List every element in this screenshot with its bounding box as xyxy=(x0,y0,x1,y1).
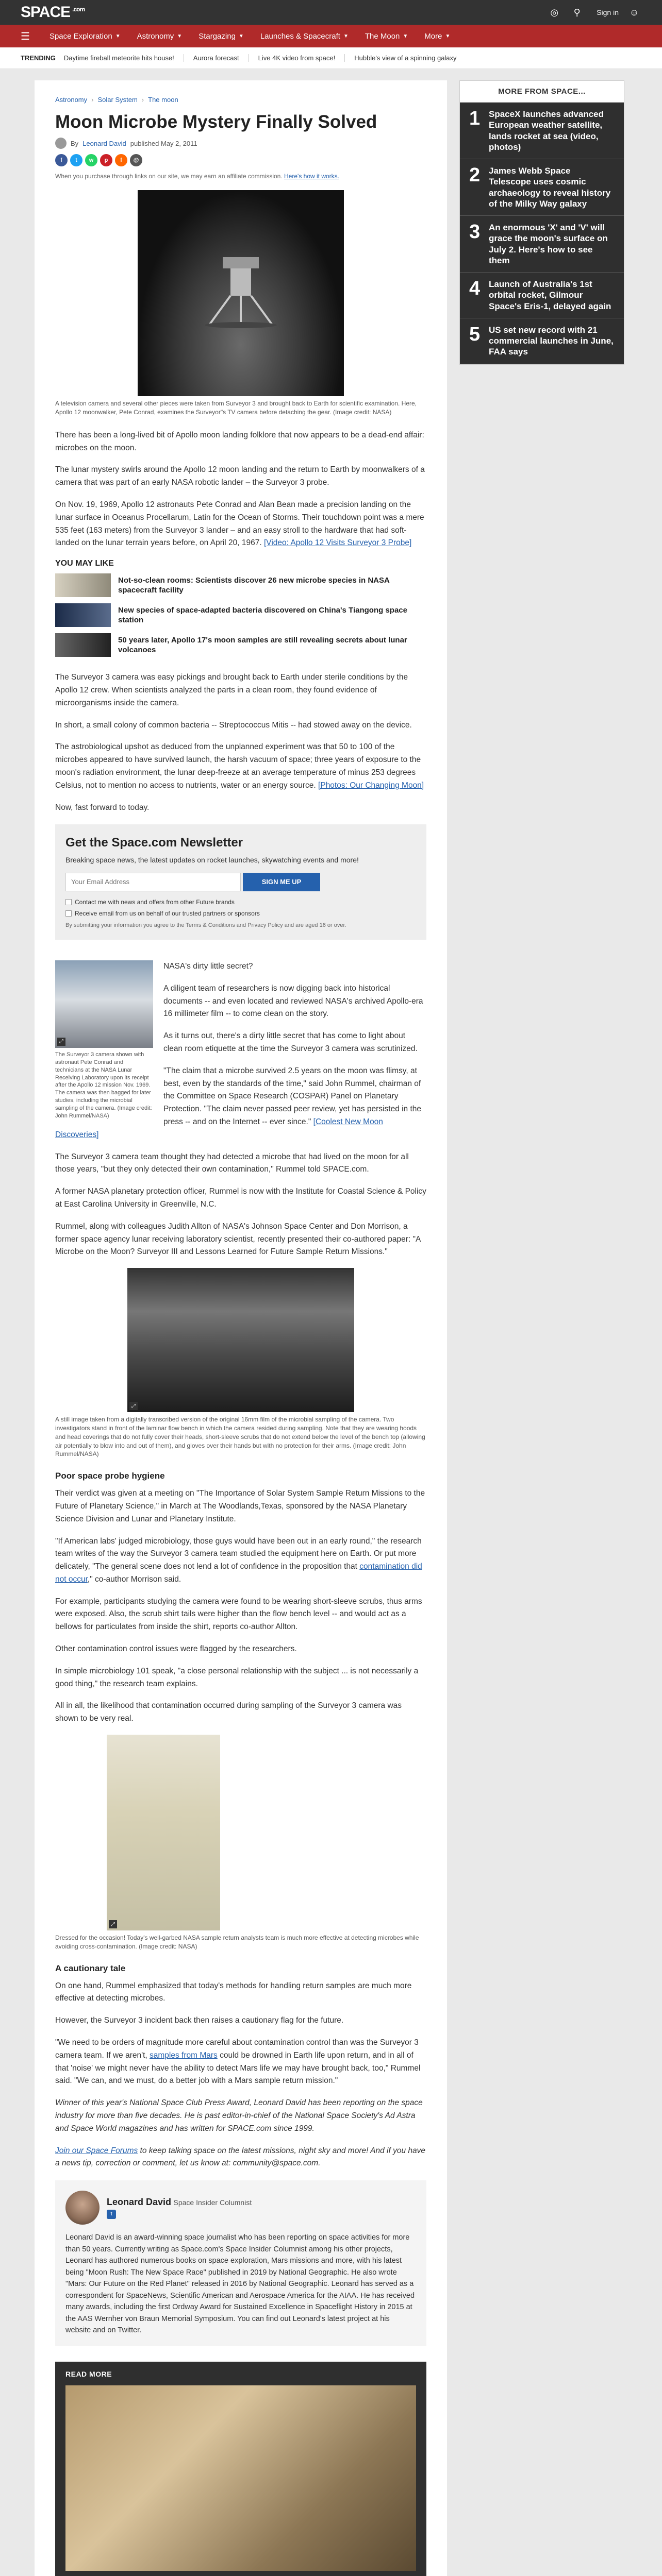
newsletter-fine-print: By submitting your information you agree to the Terms & Conditions and Privacy Policy and are aged 16 or over. xyxy=(65,922,346,928)
read-more-image[interactable] xyxy=(65,2385,416,2571)
main-nav xyxy=(0,25,662,47)
paragraph: NASA's dirty little secret? xyxy=(163,961,253,971)
moon-discoveries-link[interactable]: [Coolest New Moon Discoveries] xyxy=(55,1117,383,1139)
paragraph: In simple microbiology 101 speak, "a close personal relationship with the subject ... is not necessarily a good thing," the research team explains. xyxy=(55,1666,419,1688)
author-bio: Leonard David is an award-winning space journalist who has been reporting on space activities for more than 50 years. Currently writing as Space.com's Space Insider Columnist among his other projects, Leonard has authored numerous books on space exploration, Mars missions and more, with his latest being "Moon Rush: The New Space Race" published in 2019 by National Geographic. He also wrote "Mars: Our Future on the Red Planet" released in 2016 by National Geographic. Leonard has served as a correspondent for SpaceNews, Scientific American and Aerospace America for the AIAA. He has received many awards, including the first Ordway Award for Sustained Excellence in Spaceflight History in 2015 at the AAS Wernher von Braun Memorial Symposium. You can find out Leonard's latest project at his website and on Twitter. xyxy=(65,2233,415,2334)
paragraph: Winner of this year's National Space Club Press Award, Leonard David has been reporting on the space industry for more than five decades. He is past editor-in-chief of the National Space Society's Ad Astra and Space World magazines and has written for SPACE.com since 1999. xyxy=(55,2098,423,2133)
email-field[interactable] xyxy=(65,873,241,891)
trending-bar xyxy=(0,47,662,69)
related-item[interactable]: Not-so-clean rooms: Scientists discover 26 new microbe species in NASA spacecraft facility xyxy=(55,573,426,597)
author-role: Space Insider Columnist xyxy=(173,2198,252,2207)
related-item[interactable]: New species of space-adapted bacteria discovered on China's Tiangong space station xyxy=(55,603,426,627)
paragraph: As it turns out, there's a dirty little secret that has come to light about clean room etiquette at the time the Surveyor 3 camera was scrutinized. xyxy=(163,1031,418,1053)
paragraph: A diligent team of researchers is now digging back into historical documents -- and even located and reviewed NASA's archived Apollo-era 16 millimeter film -- to come clean on the story. xyxy=(163,984,423,1019)
breadcrumb-astronomy[interactable]: Astronomy xyxy=(55,96,88,104)
newsletter-check-partners[interactable]: Receive email from us on behalf of our trusted partners or sponsors xyxy=(65,910,416,917)
figure-caption: A still image taken from a digitally transcribed version of the original 16mm film of the microbial sampling of the camera. Two investigators stand in front of the laminar flow bench in which the camera resided during sampling. Note that they are wearing hoods and head coverings that do not fully cover their heads, short-sleeve scrubs that do not extend below the level of the bench top (allowing air potentially to blow into and out of them), and gloves over their hands but with no protection for their arms. (Image credit: John Rummel/NASA) xyxy=(55,1416,425,1458)
contamination-link[interactable]: contamination did not occur xyxy=(55,1562,422,1584)
related-thumbnail xyxy=(55,573,111,597)
top-bar xyxy=(0,0,662,25)
related-thumbnail xyxy=(55,603,111,627)
related-item[interactable]: 50 years later, Apollo 17's moon samples are still revealing secrets about lunar volcanoes xyxy=(55,633,426,657)
video-link[interactable]: [Video: Apollo 12 Visits Surveyor 3 Probe] xyxy=(264,538,412,548)
sidebar xyxy=(459,80,624,2576)
paragraph: Their verdict was given at a meeting on "The Importance of Solar System Sample Return Missions to the Future of Planetary Science," in March at The Woodlands,Texas, sponsored by the NASA Planetary Science Division and Lunar and Planetary Institute. xyxy=(55,1489,425,1523)
you-may-like-section xyxy=(55,559,426,657)
paragraph: The lunar mystery swirls around the Apollo 12 moon landing and the return to Earth by moonwalkers of a camera that was part of an early NASA robotic lander – the Surveyor 3 probe. xyxy=(55,465,425,487)
twitter-icon[interactable]: t xyxy=(70,154,82,166)
nav-item-launches[interactable]: Launches & Spacecraft ▼ xyxy=(260,31,349,41)
author-name[interactable]: Leonard David xyxy=(107,2196,172,2207)
paragraph: On Nov. 19, 1969, Apollo 12 astronauts Pete Conrad and Alan Bean made a precision landing on the lunar surface in Oceanus Procellarum, Latin for the Ocean of Storms. Their touchdown point was a mere 535 feet (163 meters) from the Surveyor 3 lander – and an easy stroll to the hardware that had soft-landed on the lunar terrain years before, on April 20, 1967. [Video: Apollo 12 Visits Surveyor 3 Probe] xyxy=(55,500,424,548)
read-more-title: READ MORE xyxy=(65,2370,112,2379)
paragraph: A former NASA planetary protection officer, Rummel is now with the Institute for Coastal Science & Policy at East Carolina University in Greenville, N.C. xyxy=(55,1187,426,1209)
breadcrumb-solar-system[interactable]: Solar System xyxy=(97,96,138,104)
nav-item-more[interactable]: More ▼ xyxy=(424,31,451,41)
user-icon[interactable]: ☺ xyxy=(629,7,639,18)
chevron-down-icon: ▼ xyxy=(445,33,451,39)
signup-button[interactable]: SIGN ME UP xyxy=(243,873,320,891)
avatar xyxy=(55,138,67,149)
trending-link[interactable]: Live 4K video from space! xyxy=(249,54,345,62)
section-heading: A cautionary tale xyxy=(55,1963,126,1973)
chevron-down-icon: ▼ xyxy=(343,33,349,39)
figure-caption: Dressed for the occasion! Today's well-garbed NASA sample return analysts team is much more effective at detecting microbes while avoiding cross-contamination. (Image credit: NASA) xyxy=(55,1934,419,1950)
nav-item-the-moon[interactable]: The Moon ▼ xyxy=(365,31,408,41)
byline: By Leonard David published May 2, 2011 xyxy=(55,138,426,149)
read-more-section xyxy=(55,2362,426,2576)
sidebar-item[interactable]: 4 Launch of Australia's 1st orbital rocket, Gilmour Space's Eris-1, delayed again xyxy=(460,273,624,318)
paragraph: In short, a small colony of common bacteria -- Streptococcus Mitis -- had stowed away on the device. xyxy=(55,720,412,730)
hero-caption: A television camera and several other pieces were taken from Surveyor 3 and brought back to Earth for scientific examination. Here, Apollo 12 moonwalker, Pete Conrad, examines the Surveyor"s TV camera before detaching the gear. (Image credit: NASA) xyxy=(55,400,417,416)
sidebar-item[interactable]: 2 James Webb Space Telescope uses cosmic archaeology to reveal history of the Milky Way galaxy xyxy=(460,159,624,216)
mars-samples-link[interactable]: samples from Mars xyxy=(150,2050,218,2060)
paragraph: Now, fast forward to today. xyxy=(55,803,150,812)
whatsapp-icon[interactable]: w xyxy=(85,154,97,166)
paragraph: Join our Space Forums to keep talking space on the latest missions, night sky and more! And if you have a news tip, correction or comment, let us know at: community@space.com. xyxy=(55,2146,425,2168)
sidebar-item[interactable]: 5 US set new record with 21 commercial launches in June, FAA says xyxy=(460,318,624,364)
hero-image xyxy=(138,190,344,396)
surveyor-lander-image xyxy=(200,247,282,329)
paragraph: On one hand, Rummel emphasized that today's methods for handling return samples are much more effective at detecting microbes. xyxy=(55,1981,412,2003)
checkbox[interactable] xyxy=(65,899,72,905)
site-logo[interactable]: SPACE $^{.com}$ xyxy=(21,4,85,21)
chevron-down-icon: ▼ xyxy=(403,33,408,39)
figure-image xyxy=(55,960,153,1048)
page-title: Moon Microbe Mystery Finally Solved xyxy=(55,112,377,132)
expand-icon[interactable]: ⤢ xyxy=(57,1038,65,1046)
trending-label: TRENDING xyxy=(21,54,56,62)
page-wrap xyxy=(35,69,627,2576)
expand-icon[interactable]: ⤢ xyxy=(109,1920,117,1928)
expand-icon[interactable]: ⤢ xyxy=(129,1402,138,1410)
author-bio-box xyxy=(55,2180,426,2346)
figure-cleanroom xyxy=(107,1735,220,1930)
nav-item-stargazing[interactable]: Stargazing ▼ xyxy=(198,31,244,41)
facebook-icon[interactable]: f xyxy=(55,154,68,166)
checkbox[interactable] xyxy=(65,910,72,917)
figure-caption: The Surveyor 3 camera shown with astronaut Pete Conrad and technicians at the NASA Lunar Receiving Laboratory upon its receipt after the Apollo 12 mission Nov. 1969. The camera was then bagged for later studies, including the microbial sampling of the camera. (Image credit: John Rummel/NASA) xyxy=(55,1051,152,1119)
paragraph: The Surveyor 3 camera was easy pickings and brought back to Earth under sterile conditions by the Apollo 12 crew. When scientists analyzed the parts in a clean room, they found evidence of microorganisms inside the camera. xyxy=(55,673,408,707)
sidebar-title: MORE FROM SPACE... xyxy=(460,81,624,103)
flipboard-icon[interactable]: f xyxy=(115,154,127,166)
newsletter-title: Get the Space.com Newsletter xyxy=(65,836,243,850)
breadcrumb-separator-icon: › xyxy=(91,96,94,104)
trending-link[interactable]: Daytime fireball meteorite hits house! xyxy=(63,54,174,62)
related-thumbnail xyxy=(55,633,111,657)
affiliate-disclaimer: When you purchase through links on our site, we may earn an affiliate commission. Here's how it works. xyxy=(55,173,340,180)
article xyxy=(35,80,447,2576)
paragraph: There has been a long-lived bit of Apollo moon landing folklore that now appears to be a dead-end affair: microbes on the moon. xyxy=(55,430,424,452)
paragraph: "The claim that a microbe survived 2.5 years on the moon was flimsy, at best, even by the standards of the time," said John Rummel, chairman of the Committee on Space Research (COSPAR) Panel on Planetary Protection. "The claim never passed peer review, yet has persisted in the press -- and on the Internet -- ever since." [Coolest New Moon Discoveries] xyxy=(55,1066,422,1139)
paragraph: The Surveyor 3 camera team thought they had detected a microbe that had lived on the moon for all those years, "but they only detected their own contamination," Rummel told SPACE.com. xyxy=(55,1152,409,1174)
paragraph: Other contamination control issues were flagged by the researchers. xyxy=(55,1645,297,1654)
author-link[interactable]: Leonard David xyxy=(82,139,126,147)
newsletter-signup xyxy=(55,824,426,940)
figure-camera xyxy=(55,960,153,1120)
trending-link[interactable]: Aurora forecast xyxy=(184,54,249,62)
photos-link[interactable]: [Photos: Our Changing Moon] xyxy=(318,781,424,790)
you-may-like-title: YOU MAY LIKE xyxy=(55,559,114,568)
chevron-down-icon: ▼ xyxy=(238,33,244,39)
affiliate-link[interactable]: Here's how it works. xyxy=(284,173,340,180)
breadcrumb-separator-icon: › xyxy=(141,96,144,104)
breadcrumb xyxy=(55,96,426,104)
paragraph: For example, participants studying the camera were found to be wearing short-sleeve scrubs, thus arms were exposed. Also, the scrub shirt tails were higher than the flow bench level -- and would act as a bellows for particulates from inside the shirt, reports co-author Allton. xyxy=(55,1597,422,1632)
forums-link[interactable]: Join our Space Forums xyxy=(55,2146,138,2155)
chevron-down-icon: ▼ xyxy=(115,33,121,39)
share-buttons xyxy=(55,154,426,166)
paragraph: "If American labs' judged microbiology, those guys would have been out in an early round," the research team writes of the way the Surveyor 3 camera team studied the equipment here on Earth. Or put more delicately, "The general scene does not lend a lot of confidence in the proposition that contamination did not occur," co-author Morrison said. xyxy=(55,1536,422,1584)
sidebar-item[interactable]: 1 SpaceX launches advanced European weather satellite, lands rocket at sea (video, photos) xyxy=(460,103,624,159)
paragraph: Rummel, along with colleagues Judith Allton of NASA's Johnson Space Center and Don Morrison, a former space agency lunar receiving laboratory scientist, recently presented their co-authored paper: "A Microbe on the Moon? Surveyor III and Lessons Learned for Future Sample Return Missions." xyxy=(55,1222,421,1257)
newsletter-desc: Breaking space news, the latest updates on rocket launches, skywatching events and more! xyxy=(65,856,359,865)
email-icon[interactable]: @ xyxy=(130,154,142,166)
pinterest-icon[interactable]: p xyxy=(100,154,112,166)
chevron-down-icon: ▼ xyxy=(177,33,183,39)
sidebar-item[interactable]: 3 An enormous 'X' and 'V' will grace the moon's surface on July 2. Here's how to see them xyxy=(460,216,624,273)
more-from-space-box xyxy=(459,80,624,365)
paragraph: The astrobiological upshot as deduced from the unplanned experiment was that 50 to 100 of the microbes appeared to have survived launch, the harsh vacuum of space; three years of exposure to the moon's radiation environment, the lunar deep-freeze at an average temperature of minus 253 degrees Celsius, not to mention no access to nutrients, water or an energy source. [Photos: Our Changing Moon] xyxy=(55,742,424,790)
breadcrumb-the-moon[interactable]: The moon xyxy=(148,96,178,104)
section-heading: Poor space probe hygiene xyxy=(55,1471,165,1481)
paragraph: "We need to be orders of magnitude more careful about contamination control than was the Surveyor 3 camera team. If we aren't, samples from Mars could be drowned in Earth life upon return, and in all of that 'noise' we might never have the ability to detect Mars life we may have brought back, too," Rummel said. "We can, and we must, do a better job with a Mars sample return mission." xyxy=(55,2038,421,2086)
nav-item-space-exploration[interactable]: Space Exploration ▼ xyxy=(49,31,121,41)
trending-link[interactable]: Hubble's view of a spinning galaxy xyxy=(344,54,466,62)
author-avatar xyxy=(65,2191,100,2225)
twitter-icon[interactable]: t xyxy=(107,2210,116,2219)
paragraph: However, the Surveyor 3 incident back then raises a cautionary flag for the future. xyxy=(55,2016,344,2025)
newsletter-check-future[interactable]: Contact me with news and offers from other Future brands xyxy=(65,899,416,906)
nav-item-astronomy[interactable]: Astronomy ▼ xyxy=(137,31,183,41)
signin-link[interactable]: Sign in xyxy=(597,8,619,16)
rss-icon[interactable]: ◎ xyxy=(550,7,559,18)
search-icon[interactable]: ⚲ xyxy=(573,7,581,18)
hamburger-menu-icon[interactable]: ☰ xyxy=(21,30,30,42)
paragraph: All in all, the likelihood that contamination occurred during sampling of the Surveyor 3 camera was shown to be very real. xyxy=(55,1701,402,1723)
figure-film-still xyxy=(127,1268,354,1412)
